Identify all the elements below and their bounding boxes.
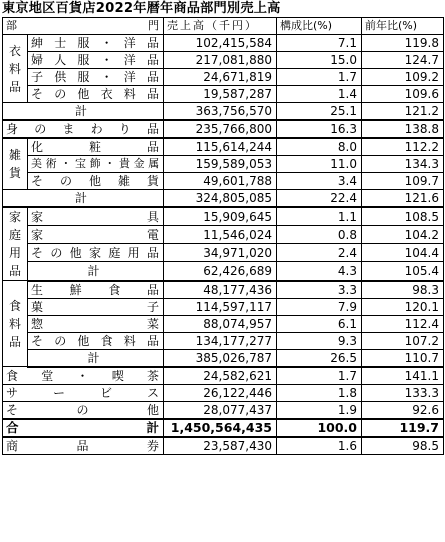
sales-cell: 24,671,819 <box>164 69 277 86</box>
share-cell: 26.5 <box>277 349 362 367</box>
share-cell: 16.3 <box>277 120 362 138</box>
yoy-cell: 133.3 <box>362 384 444 401</box>
sales-cell: 23,587,430 <box>164 437 277 455</box>
row-label: 婦人服・洋品 <box>28 52 164 69</box>
sales-cell: 28,077,437 <box>164 401 277 419</box>
share-cell: 3.3 <box>277 281 362 299</box>
subtotal-row <box>3 349 444 367</box>
subtotal-label: 計 <box>28 349 164 367</box>
group-label-misc: 雑貨 <box>3 138 28 190</box>
sales-cell: 217,081,880 <box>164 52 277 69</box>
table-row <box>3 281 444 299</box>
yoy-cell: 112.2 <box>362 138 444 156</box>
row-label: 子供服・洋品 <box>28 69 164 86</box>
share-cell: 6.1 <box>277 315 362 332</box>
row-label: その他食料品 <box>28 332 164 349</box>
row-label: 家具 <box>28 207 164 226</box>
yoy-cell: 134.3 <box>362 156 444 173</box>
row-label: 美術・宝飾・貴金属 <box>28 156 164 173</box>
share-cell: 11.0 <box>277 156 362 173</box>
table-row <box>3 173 444 190</box>
table-row <box>3 138 444 156</box>
table-row <box>3 367 444 385</box>
table-row <box>3 437 444 455</box>
yoy-header: 前年比(%) <box>362 18 444 35</box>
table-row <box>3 207 444 226</box>
grand-total-row <box>3 419 444 437</box>
grand-total-label <box>3 419 164 437</box>
yoy-cell: 104.4 <box>362 244 444 262</box>
share-cell: 0.8 <box>277 226 362 244</box>
share-cell: 15.0 <box>277 52 362 69</box>
yoy-cell: 119.8 <box>362 35 444 52</box>
row-label: その他衣料品 <box>28 86 164 103</box>
yoy-cell: 121.2 <box>362 103 444 121</box>
dept-header <box>3 18 164 35</box>
row-label: 家電 <box>28 226 164 244</box>
table-row <box>3 86 444 103</box>
row-label: 食堂・喫茶 <box>3 367 164 385</box>
sales-cell: 34,971,020 <box>164 244 277 262</box>
table-row <box>3 384 444 401</box>
table-row <box>3 315 444 332</box>
share-cell: 4.3 <box>277 262 362 281</box>
header-row <box>3 18 444 35</box>
share-cell: 7.9 <box>277 298 362 315</box>
sales-cell: 114,597,117 <box>164 298 277 315</box>
table-row <box>3 298 444 315</box>
subtotal-label: 計 <box>3 190 164 208</box>
sales-table <box>2 17 444 455</box>
yoy-cell: 107.2 <box>362 332 444 349</box>
sales-cell: 363,756,570 <box>164 103 277 121</box>
group-label-food: 食料品 <box>3 281 28 367</box>
row-label: 菓子 <box>28 298 164 315</box>
sales-cell: 24,582,621 <box>164 367 277 385</box>
row-label: 生鮮食品 <box>28 281 164 299</box>
row-label: 化粧品 <box>28 138 164 156</box>
share-cell: 1.6 <box>277 437 362 455</box>
sales-cell: 1,450,564,435 <box>164 419 277 437</box>
sales-cell: 62,426,689 <box>164 262 277 281</box>
sales-cell: 19,587,287 <box>164 86 277 103</box>
dept-header-left: 部 <box>6 19 17 32</box>
row-label: 紳士服・洋品 <box>28 35 164 52</box>
yoy-cell: 98.3 <box>362 281 444 299</box>
yoy-cell: 109.7 <box>362 173 444 190</box>
yoy-cell: 120.1 <box>362 298 444 315</box>
sales-cell: 88,074,957 <box>164 315 277 332</box>
sales-cell: 48,177,436 <box>164 281 277 299</box>
share-cell: 9.3 <box>277 332 362 349</box>
sales-cell: 324,805,085 <box>164 190 277 208</box>
share-cell: 1.8 <box>277 384 362 401</box>
table-row <box>3 226 444 244</box>
sales-cell: 385,026,787 <box>164 349 277 367</box>
grand-total-label-right: 計 <box>146 419 159 435</box>
yoy-cell: 105.4 <box>362 262 444 281</box>
table-row <box>3 120 444 138</box>
share-cell: 1.7 <box>277 367 362 385</box>
share-cell: 1.7 <box>277 69 362 86</box>
sales-cell: 134,177,277 <box>164 332 277 349</box>
table-row <box>3 244 444 262</box>
group-label-household: 家庭用品 <box>3 207 28 281</box>
group-label-clothing: 衣料品 <box>3 35 28 103</box>
yoy-cell: 121.6 <box>362 190 444 208</box>
subtotal-row <box>3 190 444 208</box>
share-cell: 8.0 <box>277 138 362 156</box>
yoy-cell: 98.5 <box>362 437 444 455</box>
subtotal-label: 計 <box>3 103 164 121</box>
subtotal-row <box>3 262 444 281</box>
yoy-cell: 108.5 <box>362 207 444 226</box>
yoy-cell: 119.7 <box>362 419 444 437</box>
share-cell: 1.4 <box>277 86 362 103</box>
sales-cell: 49,601,788 <box>164 173 277 190</box>
subtotal-row <box>3 103 444 121</box>
yoy-cell: 109.6 <box>362 86 444 103</box>
yoy-cell: 104.2 <box>362 226 444 244</box>
sales-header: 売上高（千円） <box>164 18 277 35</box>
share-cell: 3.4 <box>277 173 362 190</box>
grand-total-label-left: 合 <box>6 419 19 435</box>
row-label: 身のまわり品 <box>3 120 164 138</box>
table-row <box>3 35 444 52</box>
row-label: その他 <box>3 401 164 419</box>
share-cell: 1.1 <box>277 207 362 226</box>
sales-cell: 159,589,053 <box>164 156 277 173</box>
subtotal-label: 計 <box>28 262 164 281</box>
row-label: 惣菜 <box>28 315 164 332</box>
row-label: 商品券 <box>3 437 164 455</box>
share-cell: 7.1 <box>277 35 362 52</box>
sales-cell: 235,766,800 <box>164 120 277 138</box>
sales-cell: 26,122,446 <box>164 384 277 401</box>
table-row <box>3 156 444 173</box>
row-label: その他家庭用品 <box>28 244 164 262</box>
table-row <box>3 52 444 69</box>
yoy-cell: 92.6 <box>362 401 444 419</box>
row-label: その他雑貨 <box>28 173 164 190</box>
table-row <box>3 332 444 349</box>
share-cell: 2.4 <box>277 244 362 262</box>
yoy-cell: 124.7 <box>362 52 444 69</box>
table-row <box>3 69 444 86</box>
dept-header-right: 門 <box>148 19 159 32</box>
yoy-cell: 112.4 <box>362 315 444 332</box>
share-cell: 100.0 <box>277 419 362 437</box>
yoy-cell: 110.7 <box>362 349 444 367</box>
share-header: 構成比(%) <box>277 18 362 35</box>
share-cell: 1.9 <box>277 401 362 419</box>
share-cell: 22.4 <box>277 190 362 208</box>
row-label: サービス <box>3 384 164 401</box>
yoy-cell: 138.8 <box>362 120 444 138</box>
yoy-cell: 141.1 <box>362 367 444 385</box>
share-cell: 25.1 <box>277 103 362 121</box>
yoy-cell: 109.2 <box>362 69 444 86</box>
sales-cell: 15,909,645 <box>164 207 277 226</box>
sales-cell: 11,546,024 <box>164 226 277 244</box>
sales-cell: 102,415,584 <box>164 35 277 52</box>
table-row <box>3 401 444 419</box>
page-title: 東京地区百貨店2022年暦年商品部門別売上高 <box>2 1 281 16</box>
sales-cell: 115,614,244 <box>164 138 277 156</box>
